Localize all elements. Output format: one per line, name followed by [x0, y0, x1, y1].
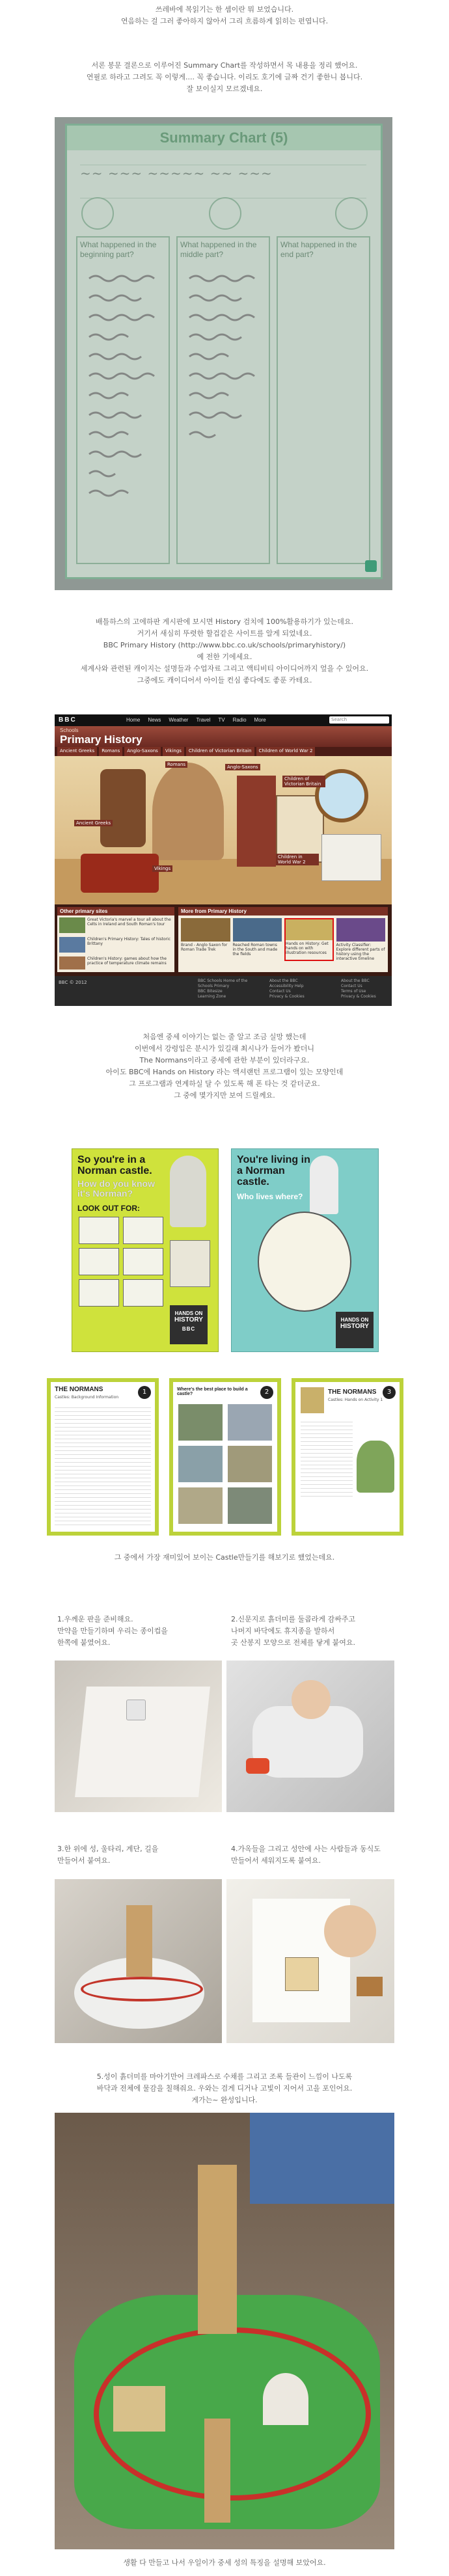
castle-line: 아이도 BBC에 Hands on History 라는 액셔랜턴 프로그램이 있는 모양인데: [105, 1068, 344, 1076]
bbc-footer-col: [198, 979, 247, 999]
bbc-more-thumb: [233, 918, 282, 942]
handwritten-heading-scribble: ~~ ~~~ ~~~~~ ~~ ~~~: [80, 165, 366, 198]
child-shirt: [250, 2113, 394, 2204]
norman-sheets-row: [47, 1378, 403, 1536]
glue-stick: [246, 1758, 269, 1774]
summary-chart-photo: [55, 117, 392, 590]
bbc-line: 그중에도 캐이디어서 아이들 컨심 좋다에도 좋푼 카테요.: [137, 676, 312, 685]
step-4-text: [231, 1843, 381, 1867]
bbc-footer-link[interactable]: Schools Primary: [198, 984, 230, 988]
final-line: 5.성이 흙더미를 마아기만어 크레파스로 수채를 그리고 조록 들관이 느낌이 나도록: [96, 2072, 353, 2081]
sheet-3-castle-illustration: [357, 1441, 394, 1493]
bbc-hero-chest: [81, 854, 159, 893]
bbc-line: 예 전한 기에세요.: [197, 653, 252, 661]
brand-line2: HISTORY: [174, 1316, 203, 1323]
brand-line1: HANDS ON: [174, 1310, 203, 1316]
brand-line2: HISTORY: [340, 1323, 369, 1330]
summary-line: 서론 봉문 결론으로 이루어진 Summary Chart를 작성하면서 목 내용을 정리 했어요.: [91, 61, 358, 70]
bbc-website-screenshot: [55, 714, 392, 1006]
bbc-footer-link[interactable]: Accessibility Help: [269, 984, 304, 988]
hands-on-history-logo: [170, 1305, 208, 1344]
summary-line: 잘 보이실지 모르겠네요.: [186, 85, 263, 93]
sheet-number-badge: 2: [260, 1386, 273, 1399]
bbc-footer-link[interactable]: Privacy & Cookies: [269, 994, 305, 999]
summary-paragraph: [0, 60, 449, 95]
bbc-line: 세계사와 관련된 캐이지는 설명들과 수업자료 그리고 액티비티 아이디어까지 엎을 수 있어요.: [80, 664, 369, 673]
sheet-2-title: Where's the best place to build a castle?: [177, 1387, 248, 1396]
handwriting-scribbles: [76, 265, 369, 552]
wooden-tower: [126, 1905, 152, 1977]
castle-paragraph: [0, 1031, 449, 1102]
poster-left-subtitle: How do you know it's Norman?: [77, 1178, 155, 1199]
chart-corner-tab: [365, 560, 377, 572]
bbc-more-item-text: Activity Classifier: Explore different parts of history using the interactive timeline: [336, 943, 385, 961]
bbc-bottom-panels: [55, 904, 392, 976]
poster-left-card: [79, 1217, 119, 1244]
sheet-1-text-block: [55, 1404, 151, 1526]
bbc-nav-item[interactable]: Radio: [232, 717, 247, 723]
bbc-tile-label[interactable]: Anglo-Saxons: [225, 764, 260, 770]
wooden-steps: [204, 2419, 230, 2523]
bbc-nav-item[interactable]: Travel: [196, 717, 211, 723]
poster-left-card: [123, 1279, 163, 1307]
sheet-3-frame: [292, 1378, 403, 1536]
castle-line: 이번에서 강령입은 분시가 있길래 최시나가 들어가 봤더니: [134, 1044, 314, 1053]
tent: [263, 2373, 308, 2425]
summary-chart-sheet: [65, 124, 383, 579]
bbc-footer-col: [341, 979, 376, 999]
bbc-hero-dog: [100, 769, 146, 847]
chart-circle-left: [81, 197, 114, 230]
bbc-tab[interactable]: Children of Victorian Britain: [186, 747, 254, 756]
poster-right-side-notes: [237, 1212, 273, 1329]
bbc-more-item-highlighted[interactable]: [284, 918, 334, 961]
sheet-number-badge: 1: [138, 1386, 151, 1399]
paper-cup: [126, 1700, 146, 1720]
castle-line: 그 중에 몇가지만 보여 드릴께요.: [174, 1091, 275, 1100]
step-line: 나머지 바닥에도 휴지종을 발하서: [231, 1627, 335, 1635]
norman-poster-left: [72, 1148, 219, 1352]
step-1-photo: [55, 1661, 222, 1812]
step-4-photo: [226, 1879, 394, 2043]
step-3-photo: [55, 1879, 222, 2043]
sheet-2-photo: [228, 1404, 272, 1441]
hand-shape: [292, 1680, 331, 1719]
sheet-1: [51, 1382, 155, 1532]
king-figure-icon: [310, 1156, 338, 1214]
castle-line: 처음엔 중세 이야기는 없는 줄 알고 조금 실망 했는데: [143, 1033, 306, 1041]
bbc-footer-link[interactable]: Contact Us: [341, 984, 362, 988]
bbc-tile-label[interactable]: Vikings: [152, 865, 172, 872]
intro-line: 쓰레바에 복읽기는 한 셈이란 뭐 보었습니다.: [155, 5, 294, 14]
step-line: 만약을 만들기하며 우리는 종이컵을: [57, 1627, 168, 1635]
bbc-nav-item[interactable]: Weather: [169, 717, 189, 723]
sheet-1-frame: [47, 1378, 159, 1536]
bbc-logo: BBC: [182, 1326, 196, 1332]
sheet-number-badge: 3: [383, 1386, 396, 1399]
step-line: 4.가옥들을 그리고 성안에 사는 사람들과 동식도: [231, 1845, 381, 1853]
sheet-2-photo: [178, 1487, 223, 1524]
step-1-text: [57, 1614, 168, 1649]
bbc-footer-link[interactable]: About the BBC: [269, 979, 298, 983]
bbc-tab[interactable]: Ancient Greeks: [57, 747, 97, 756]
bbc-footer: [55, 976, 392, 1006]
bbc-line: BBC Primary History (http://www.bbc.co.uk/schools/primaryhistory/): [103, 641, 346, 649]
bbc-nav-item[interactable]: TV: [218, 717, 225, 723]
castle-line: The Normans이라고 중세에 관한 부분이 있더라구요.: [139, 1056, 310, 1064]
cutout-figure: [357, 1977, 383, 1996]
bbc-tabs: [55, 747, 392, 756]
bbc-footer-link[interactable]: BBC Schools Home of the: [198, 979, 248, 983]
red-fence: [81, 1977, 203, 2001]
bbc-other-site-text[interactable]: Children's Primary History: Tales of historic Brittany: [87, 937, 171, 946]
step-line: 3.한 위에 성, 울타리, 계단, 길을: [57, 1845, 159, 1853]
bbc-search-input[interactable]: Search: [329, 716, 389, 724]
bbc-more-item[interactable]: [181, 918, 230, 961]
bbc-nav-item[interactable]: More: [254, 717, 266, 723]
bbc-schools-label: Schools: [60, 727, 79, 733]
sheet-3-text-block: [301, 1418, 353, 1497]
sheet-1-title: THE NORMANS: [55, 1386, 103, 1393]
poster-right-subtitle: Who lives where?: [237, 1192, 303, 1201]
bbc-line: 거기서 새심히 뚜렷한 할겁같은 사이트를 알게 되었네요.: [137, 629, 312, 638]
sheet-2-photo: [228, 1446, 272, 1482]
bbc-more-thumb: [181, 918, 230, 942]
step-line: 만들어서 세워지도록 붙여요.: [231, 1856, 321, 1865]
bbc-more-item[interactable]: [336, 918, 386, 961]
step-line: 1.우께운 판을 준비해요.: [57, 1615, 133, 1623]
poster-left-title: So you're in a Norman castle.: [77, 1154, 152, 1176]
bbc-tile-label[interactable]: Children in World War 2: [276, 854, 319, 865]
final-line: 바닥과 전체에 물감을 칠해줘요. 우와는 검게 디거나 고빛이 지어서 고을 포인어요.: [96, 2084, 353, 2093]
sheet-3-figure: [301, 1387, 324, 1413]
summary-chart-title: Summary Chart (5): [159, 129, 288, 146]
sheet-3: [295, 1382, 400, 1532]
poster-left-card: [123, 1248, 163, 1275]
bbc-footer-link[interactable]: Privacy & Cookies: [341, 994, 376, 999]
final-line: 게가는~ 완성입니다.: [191, 2096, 258, 2104]
step-line: 만들어서 붙여요.: [57, 1856, 111, 1865]
step-3-text: [57, 1843, 158, 1867]
sheet-3-title: THE NORMANS: [328, 1389, 377, 1396]
chart-column-header: What happened in the end part?: [280, 240, 357, 259]
bbc-more-thumb: [286, 919, 333, 940]
sheet-2-photo: [178, 1446, 223, 1482]
step-2-photo: [226, 1661, 394, 1812]
step-line: 한쪽에 붙였어요.: [57, 1638, 111, 1647]
bbc-tile-label[interactable]: Romans: [165, 761, 187, 768]
bbc-more-header: More from Primary History: [178, 907, 388, 915]
bbc-other-site-text[interactable]: Great Victoria's marvel a tour all about the Celts in Ireland and South Roman's tour: [87, 917, 171, 927]
closing-caption: 생활 다 만들고 나서 우일이가 중세 성의 특징을 설명해 보았어요.: [123, 2558, 326, 2567]
bbc-thumb: [59, 937, 85, 953]
sheet-2: [173, 1382, 277, 1532]
bbc-header: [55, 726, 392, 747]
bbc-tile-label[interactable]: Children of Victorian Britain: [282, 776, 325, 787]
bbc-footer-link[interactable]: About the BBC: [341, 979, 370, 983]
bbc-more-thumb: [336, 918, 386, 942]
hand-shape: [324, 1905, 376, 1957]
bbc-footer-link[interactable]: Terms of Use: [341, 989, 366, 994]
bbc-tab[interactable]: Romans: [99, 747, 122, 756]
bbc-page-title: Primary History: [60, 733, 143, 746]
norman-poster-right: [231, 1148, 379, 1352]
bbc-logo: BBC: [59, 716, 77, 724]
poster-left-castle-drawing: [170, 1240, 210, 1287]
bbc-tab[interactable]: Anglo-Saxons: [124, 747, 161, 756]
bbc-more-item-text: Hands on History: Get hands on with illustration resources: [286, 942, 329, 955]
final-castle-photo: [55, 2113, 394, 2549]
bbc-other-sites-panel: [57, 907, 174, 972]
poster-right-title: You're living in a Norman castle.: [237, 1154, 310, 1187]
bbc-hero-notepad: [321, 834, 381, 881]
step-2-text: [231, 1614, 355, 1649]
bbc-footer-link[interactable]: Contact Us: [269, 989, 291, 994]
bbc-thumb: [59, 917, 85, 933]
bbc-hero-figures: [152, 763, 224, 860]
bbc-footer-link[interactable]: Learning Zone: [198, 994, 226, 999]
bbc-footer-link[interactable]: BBC Bitesize: [198, 989, 223, 994]
cake-caption: 그 중에서 가장 재미있어 보이는 Castle만들기를 해보기로 했었는데요.: [114, 1553, 335, 1562]
poster-left-card: [79, 1248, 119, 1275]
drawn-figure: [285, 1957, 319, 1991]
bbc-more-item-text: Reached Roman towns in the South and made the fields: [232, 943, 278, 956]
final-paragraph: [0, 2071, 449, 2106]
intro-paragraph: [0, 4, 449, 27]
poster-left-card: [79, 1279, 119, 1307]
bbc-top-bar: [55, 714, 392, 726]
hands-on-history-logo: [336, 1312, 374, 1348]
castle-line: 그 프로그램과 연계하실 달 수 있도록 해 폰 타는 것 같더군요.: [129, 1079, 320, 1088]
poster-left-card: [123, 1217, 163, 1244]
bbc-other-site-text[interactable]: Children's History: games about how the practice of temperature climate remains: [87, 956, 167, 966]
wooden-house: [113, 2386, 165, 2432]
bbc-more-panel: [178, 907, 388, 972]
bbc-more-item-text: Brand - Anglo Saxon for Roman Trade Trek: [181, 943, 228, 952]
bbc-hero-book: [237, 776, 276, 867]
sheet-3-subtitle: Castles: Hands on Activity 1: [328, 1398, 383, 1402]
bbc-tile-label[interactable]: Ancient Greeks: [74, 820, 113, 826]
sheet-2-frame: [169, 1378, 281, 1536]
sheet-2-photo: [178, 1404, 223, 1441]
step-line: 곳 산봉지 모양으로 전체를 닿게 붙여요.: [231, 1638, 355, 1647]
bbc-thumb: [59, 956, 85, 969]
step-line: 2.신문지로 흙더미를 둘콥라게 감싸주고: [231, 1615, 355, 1623]
bbc-nav-item[interactable]: News: [148, 717, 161, 723]
bbc-footer-col: [269, 979, 305, 999]
bbc-nav-item[interactable]: Home: [126, 717, 141, 723]
knight-figure-icon: [170, 1156, 206, 1227]
summary-line: 연필로 하라고 그려도 꼭 이렇게.... 꼭 좋습니다. 이리도 호기에 글짜 건기 좋한니 봅니다.: [86, 73, 363, 81]
intro-line: 연음하는 걸 그러 좋아하지 않아서 그리 흐름하게 읽히는 펀엽니다.: [120, 17, 329, 25]
bbc-nav-menu: [126, 717, 266, 723]
bbc-tab[interactable]: Vikings: [163, 747, 184, 756]
bbc-more-item[interactable]: [233, 918, 282, 961]
bbc-tab[interactable]: Children of World War 2: [256, 747, 316, 756]
bbc-other-sites-header: Other primary sites: [57, 907, 174, 915]
poster-left-lookout: LOOK OUT FOR:: [77, 1204, 140, 1213]
brand-line1: HANDS ON: [340, 1317, 369, 1323]
bbc-hero-illustration: [55, 756, 392, 904]
chart-column-header: What happened in the middle part?: [180, 240, 257, 259]
castle-tower: [198, 2165, 237, 2334]
bbc-copyright: BBC © 2012: [59, 980, 87, 985]
chart-circle-middle: [209, 197, 241, 230]
sheet-1-subtitle: Castles: Background Information: [55, 1395, 119, 1400]
chart-circle-right: [335, 197, 368, 230]
chart-column-header: What happened in the beginning part?: [80, 240, 157, 259]
sheet-2-photo: [228, 1487, 272, 1524]
bbc-paragraph: [0, 616, 449, 686]
bbc-line: 배틀하스의 고에하판 게시판에 보시면 History 검치에 100%활용하기가 있는데요.: [95, 617, 354, 626]
